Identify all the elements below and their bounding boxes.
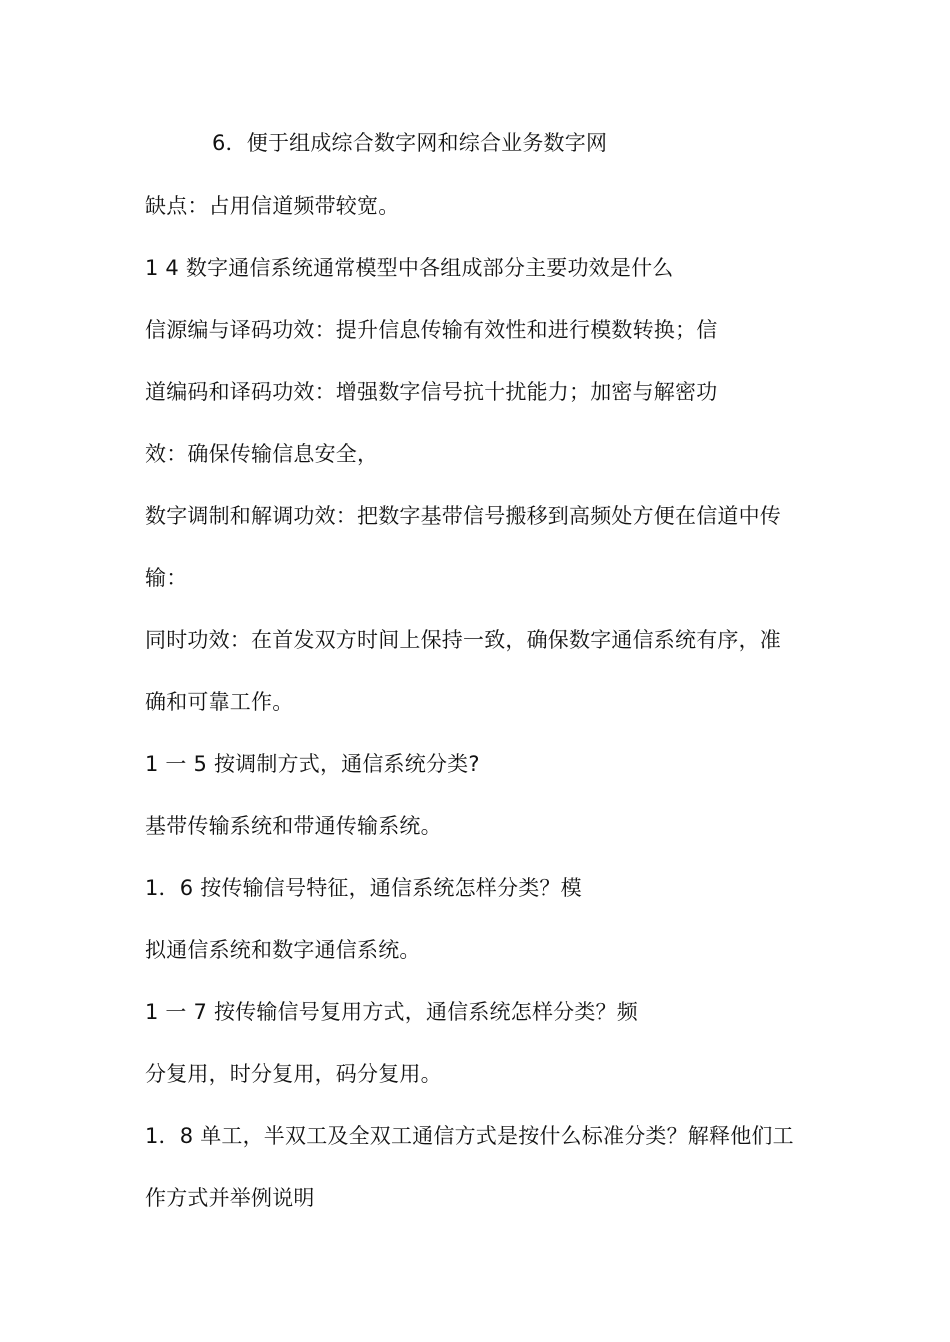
question-1-6: 1．6 按传输信号特征，通信系统怎样分类？模	[145, 876, 582, 900]
answer-line: 分复用，时分复用，码分复用。	[145, 1062, 442, 1086]
question-1-8-continued: 作方式并举例说明	[145, 1186, 315, 1210]
answer-line: 输：	[145, 566, 188, 590]
question-1-8: 1．8 单工，半双工及全双工通信方式是按什么标准分类？解释他们工	[145, 1124, 794, 1148]
answer-line: 基带传输系统和带通传输系统。	[145, 814, 442, 838]
answer-line: 同时功效：在首发双方时间上保持一致，确保数字通信系统有序，准	[145, 628, 781, 652]
disadvantage-text: 缺点：占用信道频带较宽。	[145, 194, 400, 218]
answer-line: 道编码和译码功效：增强数字信号抗十扰能力；加密与解密功	[145, 380, 718, 404]
question-1-7: 1 一 7 按传输信号复用方式，通信系统怎样分类？频	[145, 1000, 638, 1024]
question-1-5: 1 一 5 按调制方式，通信系统分类?	[145, 752, 480, 776]
answer-line: 数字调制和解调功效：把数字基带信号搬移到高频处方便在信道中传	[145, 504, 781, 528]
answer-line: 拟通信系统和数字通信系统。	[145, 938, 421, 962]
list-item-6: 6．便于组成综合数字网和综合业务数字网	[212, 131, 608, 155]
answer-line: 效：确保传输信息安全，	[145, 442, 379, 466]
question-1-4: 1 4 数字通信系统通常模型中各组成部分主要功效是什么	[145, 256, 674, 280]
answer-line: 确和可靠工作。	[145, 690, 294, 714]
answer-line: 信源编与译码功效：提升信息传输有效性和进行模数转换；信	[145, 318, 718, 342]
